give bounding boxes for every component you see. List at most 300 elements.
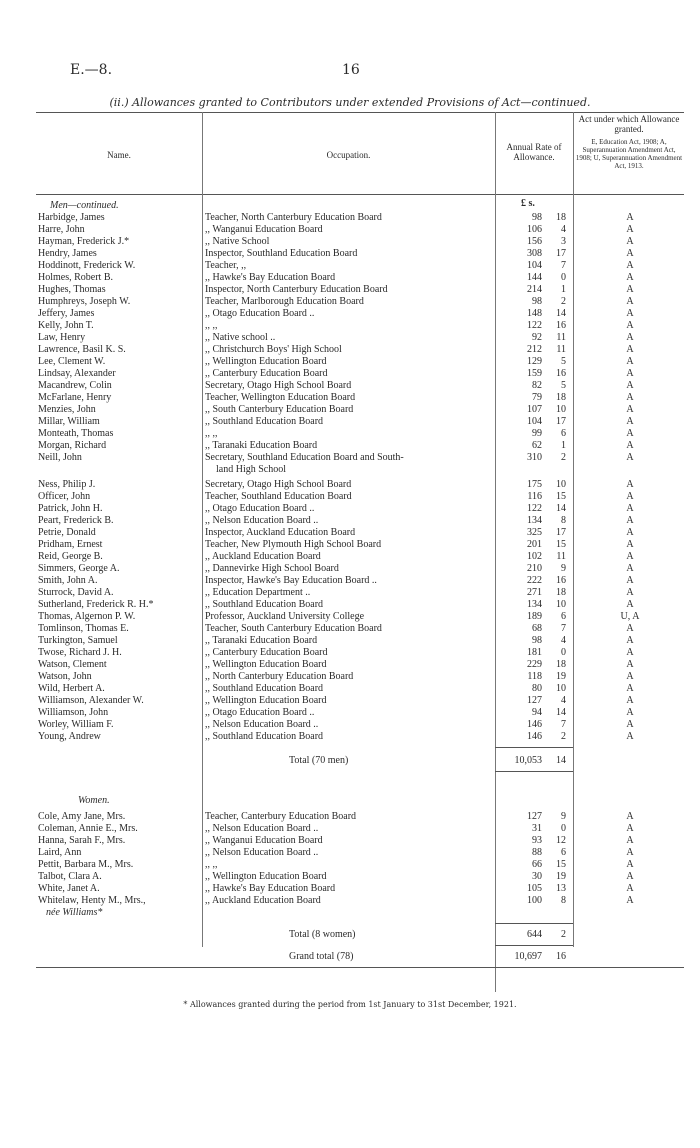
allowance-shillings: 0 <box>561 272 566 283</box>
occupation: ,, Wellington Education Board <box>205 871 327 882</box>
occupation: ,, Southland Education Board <box>205 416 324 427</box>
allowance-pounds: 94 <box>532 707 542 718</box>
act-code: A <box>626 635 634 646</box>
section-heading-men: Men—continued. <box>50 200 119 211</box>
act-code: A <box>626 539 634 550</box>
contributor-name: Williamson, Alexander W. <box>38 695 144 706</box>
act-code: A <box>626 491 634 502</box>
allowance-pounds: 106 <box>527 224 542 235</box>
table-row <box>36 623 684 635</box>
allowance-pounds: 325 <box>527 527 542 538</box>
contributor-name: Lee, Clement W. <box>38 356 106 367</box>
contributor-name: Watson, Clement <box>38 659 107 670</box>
act-code: A <box>626 236 634 247</box>
allowance-shillings: 7 <box>561 719 566 730</box>
act-code: A <box>626 695 634 706</box>
allowance-pounds: 146 <box>527 731 542 742</box>
allowance-pounds: 127 <box>527 811 542 822</box>
act-code: A <box>626 587 634 598</box>
allowances-table <box>36 112 684 992</box>
act-code: U, A <box>620 611 640 622</box>
occupation: ,, Dannevirke High School Board <box>205 563 339 574</box>
table-row-continuation <box>36 464 684 476</box>
occupation: Teacher, South Canterbury Education Board <box>205 623 382 634</box>
occupation: ,, Hawke's Bay Education Board <box>205 883 336 894</box>
allowance-shillings: 19 <box>556 671 566 682</box>
contributor-name: Lindsay, Alexander <box>38 368 116 379</box>
subtotal-rule <box>495 945 573 946</box>
act-code: A <box>626 859 634 870</box>
table-row <box>36 811 684 823</box>
header-bottom-rule <box>36 194 684 195</box>
section-heading-women: Women. <box>78 795 110 806</box>
table-row-continuation <box>36 907 684 919</box>
table-row <box>36 599 684 611</box>
allowance-shillings: 16 <box>556 575 566 586</box>
occupation: ,, Taranaki Education Board <box>205 440 318 451</box>
occupation: ,, Wellington Education Board <box>205 659 327 670</box>
table-row <box>36 551 684 563</box>
contributor-name: Lawrence, Basil K. S. <box>38 344 126 355</box>
total-pounds: 10,053 <box>514 755 542 766</box>
act-code: A <box>626 428 634 439</box>
act-code: A <box>626 260 634 271</box>
total-label: Total (70 men) <box>289 755 349 766</box>
contributor-name: Menzies, John <box>38 404 96 415</box>
allowance-pounds: 181 <box>527 647 542 658</box>
contributor-name: Tomlinson, Thomas E. <box>38 623 129 634</box>
table-row <box>36 212 684 224</box>
occupation: Teacher, North Canterbury Education Board <box>205 212 382 223</box>
occupation: ,, South Canterbury Education Board <box>205 404 354 415</box>
act-code: A <box>626 479 634 490</box>
table-row <box>36 296 684 308</box>
table-row <box>36 539 684 551</box>
occupation: ,, Education Department .. <box>205 587 311 598</box>
allowance-shillings: 10 <box>556 404 566 415</box>
allowance-shillings: 5 <box>561 356 566 367</box>
act-code: A <box>626 823 634 834</box>
occupation: ,, Native school .. <box>205 332 276 343</box>
table-row <box>36 859 684 871</box>
allowance-pounds: 159 <box>527 368 542 379</box>
occupation: Teacher, Southland Education Board <box>205 491 352 502</box>
allowance-pounds: 104 <box>527 260 542 271</box>
occupation: ,, ,, <box>205 320 218 331</box>
contributor-name: Jeffery, James <box>38 308 95 319</box>
table-row <box>36 515 684 527</box>
table-row <box>36 835 684 847</box>
act-code: A <box>626 356 634 367</box>
occupation: ,, Auckland Education Board <box>205 551 321 562</box>
occupation: ,, Canterbury Education Board <box>205 647 328 658</box>
occupation: Secretary, Otago High School Board <box>205 479 352 490</box>
allowance-shillings: 7 <box>561 623 566 634</box>
allowance-pounds: 31 <box>532 823 542 834</box>
allowance-shillings: 2 <box>561 452 566 463</box>
table-row <box>36 671 684 683</box>
act-code: A <box>626 707 634 718</box>
act-code: A <box>626 452 634 463</box>
allowance-shillings: 6 <box>561 847 566 858</box>
allowance-pounds: 189 <box>527 611 542 622</box>
contributor-name: Officer, John <box>38 491 91 502</box>
act-code: A <box>626 308 634 319</box>
table-row <box>36 248 684 260</box>
subtotal-rule <box>495 923 573 924</box>
contributor-name: Harbidge, James <box>38 212 105 223</box>
allowance-shillings: 15 <box>556 539 566 550</box>
table-row <box>36 404 684 416</box>
table-row <box>36 635 684 647</box>
total-label: Grand total (78) <box>289 951 354 962</box>
allowance-pounds: 212 <box>527 344 542 355</box>
contributor-name: Harre, John <box>38 224 85 235</box>
total-shillings: 14 <box>556 755 566 766</box>
table-row <box>36 659 684 671</box>
allowance-pounds: 134 <box>527 599 542 610</box>
occupation: ,, Canterbury Education Board <box>205 368 328 379</box>
contributor-name: Petrie, Donald <box>38 527 96 538</box>
table-row <box>36 527 684 539</box>
allowance-pounds: 148 <box>527 308 542 319</box>
column-header-rate: Annual Rate of Allowance. <box>506 142 562 162</box>
subtotal-rule <box>495 747 573 748</box>
allowance-shillings: 15 <box>556 859 566 870</box>
act-code: A <box>626 416 634 427</box>
contributor-name: Pridham, Ernest <box>38 539 103 550</box>
allowance-pounds: 98 <box>532 212 542 223</box>
table-row <box>36 847 684 859</box>
contributor-name: Hughes, Thomas <box>38 284 106 295</box>
table-row <box>36 479 684 491</box>
allowance-pounds: 122 <box>527 503 542 514</box>
contributor-name: Sturrock, David A. <box>38 587 114 598</box>
occupation: Teacher, Wellington Education Board <box>205 392 356 403</box>
table-top-rule <box>36 112 684 113</box>
allowance-pounds: 175 <box>527 479 542 490</box>
occupation: ,, Otago Education Board .. <box>205 308 315 319</box>
allowance-shillings: 18 <box>556 212 566 223</box>
table-row <box>36 416 684 428</box>
act-code: A <box>626 284 634 295</box>
subtotal-rule <box>495 771 573 772</box>
contributor-name: Sutherland, Frederick R. H.* <box>38 599 154 610</box>
allowance-pounds: 98 <box>532 635 542 646</box>
act-code: A <box>626 248 634 259</box>
contributor-name: Hayman, Frederick J.* <box>38 236 130 247</box>
act-code: A <box>626 623 634 634</box>
contributor-name: Coleman, Annie E., Mrs. <box>38 823 138 834</box>
table-row <box>36 356 684 368</box>
occupation: ,, Auckland Education Board <box>205 895 321 906</box>
currency-units: £ s. <box>521 198 535 209</box>
allowance-pounds: 82 <box>532 380 542 391</box>
allowance-shillings: 17 <box>556 416 566 427</box>
column-header-name: Name. <box>107 150 131 160</box>
allowance-shillings: 1 <box>561 440 566 451</box>
table-row <box>36 308 684 320</box>
allowance-pounds: 93 <box>532 835 542 846</box>
footnote: * Allowances granted during the period from 1st January to 31st December, 1921. <box>183 1000 517 1009</box>
table-row <box>36 707 684 719</box>
allowance-pounds: 144 <box>527 272 542 283</box>
contributor-name: Talbot, Clara A. <box>38 871 102 882</box>
contributor-name: Patrick, John H. <box>38 503 103 514</box>
allowance-pounds: 68 <box>532 623 542 634</box>
allowance-shillings: 5 <box>561 380 566 391</box>
act-code: A <box>626 404 634 415</box>
allowance-pounds: 214 <box>527 284 542 295</box>
allowance-shillings: 8 <box>561 895 566 906</box>
allowance-pounds: 107 <box>527 404 542 415</box>
occupation: ,, Nelson Education Board .. <box>205 719 319 730</box>
act-code: A <box>626 320 634 331</box>
contributor-name: Thomas, Algernon P. W. <box>38 611 136 622</box>
total-pounds: 644 <box>527 929 542 940</box>
allowance-pounds: 99 <box>532 428 542 439</box>
act-code: A <box>626 563 634 574</box>
act-code: A <box>626 440 634 451</box>
act-code: A <box>626 515 634 526</box>
table-row <box>36 440 684 452</box>
act-code: A <box>626 551 634 562</box>
allowance-pounds: 127 <box>527 695 542 706</box>
act-code: A <box>626 683 634 694</box>
table-subtitle: (ii.) Allowances granted to Contributors under extended Provisions of Act—continued. <box>109 96 591 109</box>
allowance-shillings: 12 <box>556 835 566 846</box>
act-code: A <box>626 344 634 355</box>
act-legend: E, Education Act, 1908; A, Superannuation Amendment Act, 1908; U, Superannuation Amendment Act, 1913. <box>575 138 683 170</box>
allowance-shillings: 14 <box>556 503 566 514</box>
allowance-shillings: 0 <box>561 647 566 658</box>
allowance-shillings: 4 <box>561 635 566 646</box>
act-code: A <box>626 847 634 858</box>
allowance-shillings: 10 <box>556 683 566 694</box>
allowance-shillings: 13 <box>556 883 566 894</box>
contributor-name: Holmes, Robert B. <box>38 272 113 283</box>
table-row <box>36 895 684 907</box>
table-row <box>36 224 684 236</box>
table-row <box>36 392 684 404</box>
table-row <box>36 647 684 659</box>
allowance-pounds: 118 <box>527 671 542 682</box>
table-row <box>36 332 684 344</box>
occupation: ,, Wellington Education Board <box>205 356 327 367</box>
allowance-pounds: 79 <box>532 392 542 403</box>
occupation: ,, Wellington Education Board <box>205 695 327 706</box>
table-row <box>36 731 684 743</box>
table-row <box>36 272 684 284</box>
occupation: Inspector, Auckland Education Board <box>205 527 356 538</box>
act-code: A <box>626 871 634 882</box>
allowance-pounds: 201 <box>527 539 542 550</box>
contributor-name: Law, Henry <box>38 332 86 343</box>
table-row <box>36 236 684 248</box>
allowance-shillings: 17 <box>556 248 566 259</box>
act-code: A <box>626 527 634 538</box>
allowance-pounds: 62 <box>532 440 542 451</box>
act-code: A <box>626 835 634 846</box>
allowance-shillings: 8 <box>561 515 566 526</box>
allowance-pounds: 98 <box>532 296 542 307</box>
total-label: Total (8 women) <box>289 929 356 940</box>
allowance-pounds: 129 <box>527 356 542 367</box>
act-code: A <box>626 671 634 682</box>
table-row <box>36 575 684 587</box>
allowance-pounds: 102 <box>527 551 542 562</box>
contributor-name: Williamson, John <box>38 707 109 718</box>
allowance-pounds: 92 <box>532 332 542 343</box>
contributor-name: Ness, Philip J. <box>38 479 96 490</box>
occupation: ,, Nelson Education Board .. <box>205 823 319 834</box>
act-code: A <box>626 895 634 906</box>
occupation: ,, ,, <box>205 859 218 870</box>
allowance-pounds: 146 <box>527 719 542 730</box>
occupation: ,, Christchurch Boys' High School <box>205 344 342 355</box>
allowance-shillings: 6 <box>561 428 566 439</box>
act-code: A <box>626 380 634 391</box>
act-code: A <box>626 503 634 514</box>
allowance-pounds: 105 <box>527 883 542 894</box>
table-row <box>36 503 684 515</box>
allowance-pounds: 271 <box>527 587 542 598</box>
table-row <box>36 563 684 575</box>
table-row <box>36 719 684 731</box>
allowance-pounds: 66 <box>532 859 542 870</box>
occupation: ,, ,, <box>205 428 218 439</box>
allowance-shillings: 10 <box>556 599 566 610</box>
allowance-shillings: 4 <box>561 695 566 706</box>
allowance-shillings: 9 <box>561 563 566 574</box>
total-shillings: 16 <box>556 951 566 962</box>
occupation: ,, Taranaki Education Board <box>205 635 318 646</box>
occupation: Teacher, Canterbury Education Board <box>205 811 357 822</box>
allowance-shillings: 2 <box>561 296 566 307</box>
allowance-shillings: 1 <box>561 284 566 295</box>
occupation: ,, Nelson Education Board .. <box>205 515 319 526</box>
act-code: A <box>626 296 634 307</box>
contributor-name: Cole, Amy Jane, Mrs. <box>38 811 126 822</box>
occupation: ,, Southland Education Board <box>205 731 324 742</box>
contributor-name: Humphreys, Joseph W. <box>38 296 131 307</box>
contributor-name: White, Janet A. <box>38 883 100 894</box>
occupation: Teacher, Marlborough Education Board <box>205 296 364 307</box>
occupation: Secretary, Southland Education Board and South- <box>205 452 404 463</box>
act-code: A <box>626 224 634 235</box>
allowance-shillings: 18 <box>556 392 566 403</box>
occupation: Professor, Auckland University College <box>205 611 365 622</box>
act-code: A <box>626 332 634 343</box>
act-code: A <box>626 599 634 610</box>
contributor-name: Millar, William <box>38 416 100 427</box>
occupation: ,, Otago Education Board .. <box>205 503 315 514</box>
allowance-shillings: 17 <box>556 527 566 538</box>
table-row <box>36 284 684 296</box>
report-reference: E.—8. <box>70 62 113 78</box>
occupation: ,, North Canterbury Education Board <box>205 671 354 682</box>
allowance-shillings: 16 <box>556 320 566 331</box>
act-code: A <box>626 719 634 730</box>
contributor-name: Young, Andrew <box>38 731 101 742</box>
contributor-name: Monteath, Thomas <box>38 428 114 439</box>
allowance-shillings: 18 <box>556 659 566 670</box>
contributor-name: Hanna, Sarah F., Mrs. <box>38 835 126 846</box>
allowance-pounds: 104 <box>527 416 542 427</box>
allowance-shillings: 14 <box>556 308 566 319</box>
column-header-occupation: Occupation. <box>326 150 371 160</box>
table-row <box>36 428 684 440</box>
contributor-name: Simmers, George A. <box>38 563 120 574</box>
allowance-shillings: 9 <box>561 811 566 822</box>
occupation: ,, Otago Education Board .. <box>205 707 315 718</box>
allowance-pounds: 88 <box>532 847 542 858</box>
table-row <box>36 260 684 272</box>
allowance-shillings: 11 <box>556 332 566 343</box>
contributor-name: Turkington, Samuel <box>38 635 118 646</box>
table-row <box>36 344 684 356</box>
occupation: Secretary, Otago High School Board <box>205 380 352 391</box>
contributor-name: Hendry, James <box>38 248 97 259</box>
contributor-name: Morgan, Richard <box>38 440 107 451</box>
contributor-name: Hoddinott, Frederick W. <box>38 260 136 271</box>
table-row <box>36 587 684 599</box>
table-row <box>36 320 684 332</box>
contributor-name: Kelly, John T. <box>38 320 94 331</box>
allowance-pounds: 100 <box>527 895 542 906</box>
act-code: A <box>626 883 634 894</box>
allowance-shillings: 3 <box>561 236 566 247</box>
allowance-pounds: 80 <box>532 683 542 694</box>
occupation: Inspector, Southland Education Board <box>205 248 358 259</box>
page-number: 16 <box>342 62 360 78</box>
table-row <box>36 491 684 503</box>
allowance-pounds: 156 <box>527 236 542 247</box>
contributor-name: Neill, John <box>38 452 82 463</box>
occupation: ,, Native School <box>205 236 270 247</box>
allowance-pounds: 222 <box>527 575 542 586</box>
table-row <box>36 380 684 392</box>
allowance-pounds: 310 <box>527 452 542 463</box>
allowance-pounds: 30 <box>532 871 542 882</box>
allowance-shillings: 4 <box>561 224 566 235</box>
occupation: ,, Hawke's Bay Education Board <box>205 272 336 283</box>
table-row <box>36 823 684 835</box>
table-row <box>36 611 684 623</box>
occupation: ,, Southland Education Board <box>205 683 324 694</box>
allowance-shillings: 11 <box>556 551 566 562</box>
occupation: ,, Nelson Education Board .. <box>205 847 319 858</box>
contributor-name: Reid, George B. <box>38 551 103 562</box>
contributor-name: Whitelaw, Henty M., Mrs., <box>38 895 146 906</box>
allowance-shillings: 2 <box>561 731 566 742</box>
contributor-name: Twose, Richard J. H. <box>38 647 122 658</box>
table-row <box>36 683 684 695</box>
allowance-pounds: 116 <box>527 491 542 502</box>
allowance-shillings: 7 <box>561 260 566 271</box>
occupation: ,, Southland Education Board <box>205 599 324 610</box>
allowance-pounds: 210 <box>527 563 542 574</box>
occupation-continued: land High School <box>216 464 286 475</box>
table-bottom-rule <box>36 967 684 968</box>
table-row <box>36 871 684 883</box>
act-code: A <box>626 575 634 586</box>
occupation: Inspector, North Canterbury Education Board <box>205 284 388 295</box>
contributor-name: Smith, John A. <box>38 575 98 586</box>
contributor-name: Macandrew, Colin <box>38 380 112 391</box>
allowance-shillings: 18 <box>556 587 566 598</box>
table-row <box>36 368 684 380</box>
